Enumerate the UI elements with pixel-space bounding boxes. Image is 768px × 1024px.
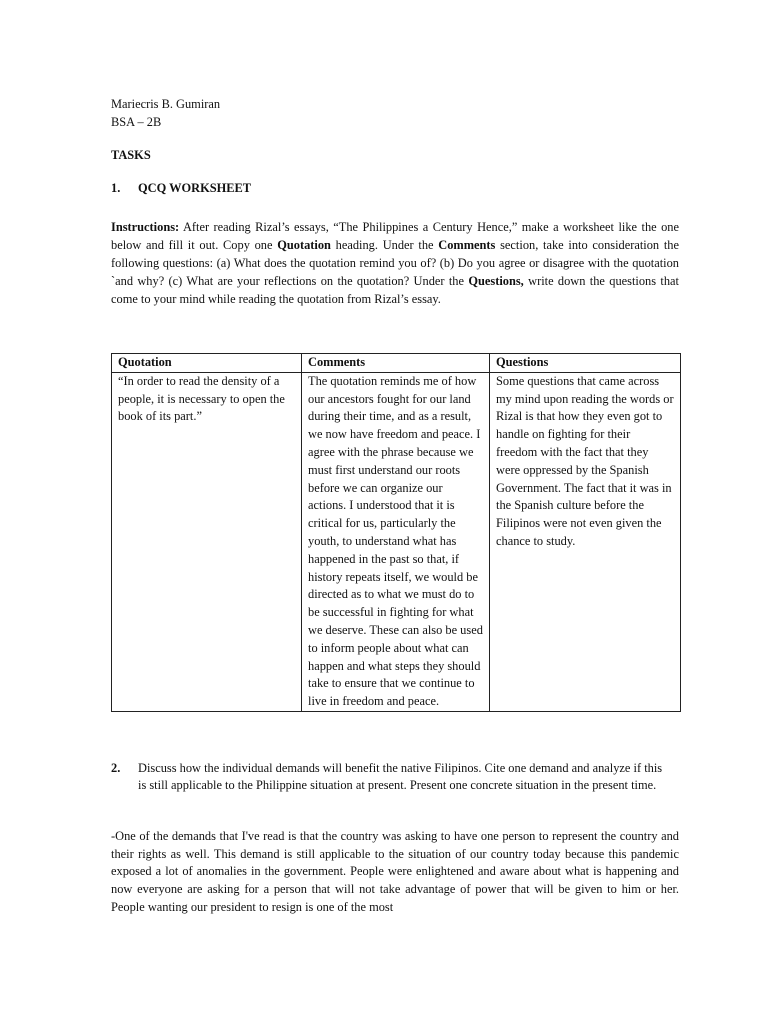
instructions-text: section, take into consideration the following questions: (a) What does the quotation remind you of? (b) Do you agree or disagree with the quotation `and why? (c) What are your reflections on the quotation? Under the [111, 238, 679, 288]
worksheet-number: 1. [111, 181, 121, 195]
column-header-questions: Questions [490, 354, 681, 373]
question-2-number: 2. [111, 761, 121, 775]
instructions-text: After reading Rizal’s essays, “The Philippines a Century Hence,” make a worksheet like the one below and fill it out. Copy one [111, 220, 679, 252]
table-row [112, 372, 681, 711]
qcq-table [111, 353, 681, 712]
instructions-text: write down the questions that come to your mind while reading the quotation from Rizal’s essay. [111, 274, 679, 306]
quotation-cell: “In order to read the density of a people, it is necessary to open the book of its part.” [112, 372, 302, 711]
tasks-title: TASKS [111, 148, 151, 162]
worksheet-title: QCQ WORKSHEET [138, 181, 252, 195]
instructions-label: Instructions: [111, 220, 180, 234]
comments-cell: The quotation reminds me of how our ancestors fought for our land during their time, and as a result, we now have freedom and peace. I agree with the phrase because we must first understand our roots before we can organize our actions. I understood that it is critical for us, particularly the youth, to understand what has happened in the past so that, if history repeats itself, we would be directed as to what we must do to be successful in fighting for what we deserve. These can also be used to inform people about what can happen and what steps they should take to ensure that we continue to live in freedom and peace. [302, 372, 490, 711]
question-2-text: Discuss how the individual demands will benefit the native Filipinos. Cite one demand and analyze if this is still applicable to the Philippine situation at present. Present one concrete situation in the present time. [138, 761, 663, 792]
student-name: Mariecris B. Gumiran [111, 97, 221, 111]
instructions-bold-term: Comments [438, 238, 496, 252]
answer-paragraph: -One of the demands that I've read is that the country was asking to have one person to represent the country and their rights as well. This demand is still applicable to the situation of our country today because this pandemic exposed a lot of anomalies in the government. People were enlightened and aware about what is happening and now everyone are asking for a person that will not take advantage of power that will be given to him or her. People wanting our president to resign is one of the most [111, 829, 679, 914]
instructions-bold-term: Questions, [468, 274, 524, 288]
column-header-quotation: Quotation [112, 354, 302, 373]
instructions-text: heading. Under the [330, 238, 439, 252]
question-2 [111, 760, 671, 794]
table-header-row [112, 354, 681, 373]
student-section: BSA – 2B [111, 115, 162, 129]
worksheet-heading [111, 181, 251, 196]
questions-cell: Some questions that came across my mind upon reading the words or Rizal is that how they even got to handle on fighting for their freedom with the fact that they were oppressed by the Spanish Government. The fact that it was in the Spanish culture before the Filipinos were not even given the chance to study. [490, 372, 681, 711]
student-info [111, 95, 220, 131]
instructions-bold-term: Quotation [277, 238, 331, 252]
instructions-paragraph [111, 218, 679, 308]
column-header-comments: Comments [302, 354, 490, 373]
